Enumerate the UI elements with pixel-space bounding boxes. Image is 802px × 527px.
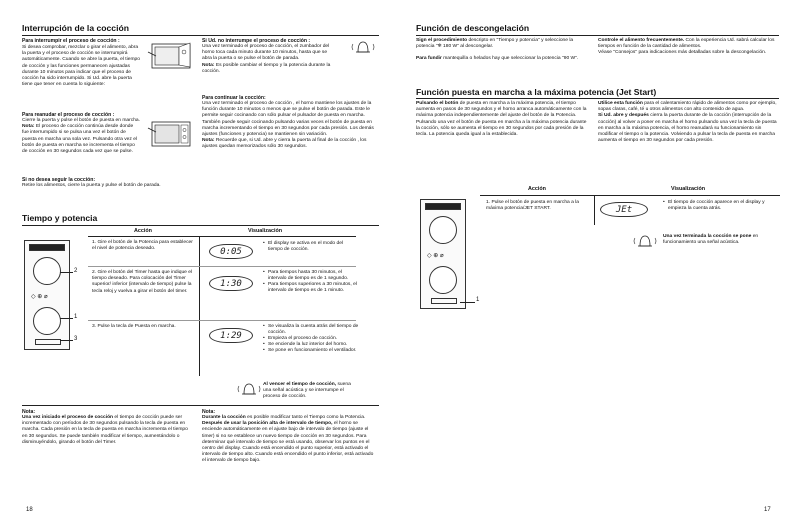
divider — [22, 35, 379, 36]
stop-block — [22, 177, 172, 189]
timer-end-text — [263, 382, 359, 401]
table-vertical-rule — [594, 195, 595, 225]
note-text: el tiempo de cocción puede ser incrementado con períodos de 30 segundos pulsando la tecla de puesta en marcha. Cada presión en la tecla de puesta en marcha incrementa el tiempo en 30 segundos. Se puede también modificar el tiempo, aumentándolo o disminuyéndolo, girando el botón del Timer. — [22, 415, 188, 445]
bell-icon — [236, 380, 262, 398]
resume-block — [22, 112, 140, 155]
jetstart-heading: Pulsando el botón — [416, 101, 459, 106]
bullet: • Se enciende la luz interior del horno. — [268, 342, 359, 348]
section-title-defrost: Función de descongelación — [416, 23, 530, 33]
continue-text: Una vez terminado el proceso de cocción , el horno mantiene los ajustes de la función durante 10 minutos o menos que se pulse el botón de parada. Este le permite seguir cocinando con sólo pulsar el pulsador de puesta en marcha. También puede seguir cocinando pulsando varias veces el botón de puesta en marcha incrementando el tiempo en 30 segundos por cada presión. Los demás ajustes (funciones y potencia) se mantienen sin variación. — [202, 101, 374, 138]
no-pause-note: Es posible cambiar el tiempo y la potencia durante la cocción. — [202, 62, 331, 74]
jetstart-end-heading: Una vez terminada la cocción se pone — [663, 234, 752, 239]
callout-1: 1 — [476, 297, 480, 303]
step-text: Gire el botón de la Potencia para establecer el nivel de potencia deseado. — [92, 240, 193, 252]
jetstart-text: cierra la puerta durante de la cocción (interrupción de la cocción) al volver a poner en marcha el horno pulsando una vez la tecla de puesta en marcha a la máxima potencia, el horno reanudará su funcionamiento sin modificar el tiempo o la potencia. Volviendo a pulsar la tecla de puesta en marcha aumenta el tiempo en 30 segundos por cada presión. — [598, 113, 777, 144]
note-label: Nota: — [202, 409, 216, 415]
no-pause-note-label: Nota: — [202, 62, 215, 68]
jetstart-step-1 — [486, 200, 592, 212]
step-3 — [92, 324, 196, 330]
page-number-right: 17 — [764, 507, 771, 513]
note-heading: Después de usar la posición alta de intervalo de tiempo, — [202, 421, 333, 427]
jetstart-bullets — [663, 200, 779, 212]
callout-2: 2 — [74, 268, 78, 274]
jetstart-heading: Utilice esta función — [598, 101, 643, 106]
jetstart-col1 — [416, 101, 588, 138]
step-1 — [92, 240, 196, 252]
stop-text: Retire los alimentos, cierre la puerta y pulse el botón de parada. — [22, 183, 161, 188]
divider — [416, 98, 779, 99]
jetstart-end-text — [663, 234, 779, 246]
lcd-display: JEt — [600, 202, 648, 217]
panel-display — [29, 244, 65, 251]
step-text: Gire el botón del Timer hasta que indique el tiempo deseado. Para colocación del Timer superior/ inferior (intervalo de tiempo) pulse la tecla reloj y vuelva a girar el botón del timer. — [92, 270, 193, 294]
lcd-display: 1:30 — [209, 276, 253, 291]
lcd-display: 1:29 — [209, 328, 253, 343]
step-2-bullets — [263, 270, 359, 294]
defrost-text: Véase "Consejos" para indicaciones más detalladas sobre la descongelación. — [598, 50, 767, 56]
divider — [416, 35, 779, 36]
bullet: • El display se activa en el modo del tiempo de cocción. — [268, 241, 359, 253]
divider — [22, 405, 379, 406]
table-rule — [88, 236, 356, 237]
callout-1: 1 — [74, 314, 78, 320]
closed-door-illustration — [146, 118, 194, 150]
start-button-illustration — [35, 339, 61, 345]
pause-heading: Para interrumpir el proceso de cocción : — [22, 38, 120, 44]
section-title-interruption: Interrupción de la cocción — [22, 23, 129, 33]
no-pause-heading: Si Ud. no interrumpe el proceso de cocción : — [202, 38, 311, 44]
note-text: es posible modificar tanto el Tiempo como la Potencia. — [247, 415, 366, 420]
continue-note: Recuerde que, si Ud. abre y cierra la puerta al final de la cocción , los ajustes quedan memorizados sólo 30 segundos. — [202, 138, 367, 150]
section-title-power: Tiempo y potencia — [22, 213, 98, 223]
note-right — [202, 409, 377, 465]
defrost-text: Con la experiencia Ud. sabrá calcular los tiempos en función de la cantidad de alimentos. — [598, 38, 775, 50]
col-header-display: Visualización — [247, 228, 283, 234]
col-header-action: Acción — [528, 186, 546, 192]
bell-icon — [350, 38, 376, 56]
settings-icons: ◇ ⊕ ⌀ — [31, 294, 48, 300]
power-knob — [33, 257, 61, 285]
step-1-bullets — [263, 241, 359, 253]
defrost-text: mantequilla o helados hay que seleccionar la potencia "90 W". — [443, 56, 579, 62]
divider — [22, 225, 379, 226]
no-pause-text: Una vez terminado el proceso de cocción, el zumbador del horno toca cada minuto durante 10 minutos, hasta que se abra la puerta o se pulse el botón de parada. — [202, 44, 330, 62]
note-left — [22, 409, 192, 446]
resume-note-label: Nota: — [22, 124, 35, 130]
jetstart-col2 — [598, 101, 780, 144]
timer-knob — [33, 307, 61, 335]
defrost-heading: Para fundir — [416, 56, 442, 62]
defrost-col1 — [416, 38, 586, 63]
note-heading: Durante la cocción — [202, 415, 246, 420]
timer-knob — [429, 266, 457, 294]
col-header-display: Visualización — [670, 186, 706, 192]
step-number: 3. — [92, 324, 97, 329]
continue-block — [202, 95, 374, 151]
defrost-heading: Sign el procedimiento — [416, 38, 468, 43]
jetstart-text: de puesta en marcha a la máxima potencia, el tiempo aumenta en pasos de 30 segundos y el horno arranca automáticamente con la máxima potencia independientemente del ajuste del botón de la Potencia. Pulsando una vez el botón de puesta en marcha a la máxima potencia durante la cocción, sólo se aumenta el tiempo en 30 segundos por cada presión de la tecla. La potencia queda igual a la establecida. — [416, 101, 587, 138]
table-rule — [88, 266, 356, 267]
bell-icon — [632, 232, 658, 250]
jetstart-heading: Si Ud. abre y después — [598, 113, 649, 119]
table-rule — [480, 195, 780, 196]
step-number: 1. — [486, 200, 491, 205]
stop-heading: Si no desea seguir la cocción: — [22, 177, 96, 183]
leader-line — [460, 302, 475, 303]
bullet: • El tiempo de cocción aparece en el display y empieza la cuenta atrás. — [668, 200, 779, 212]
pause-text: Si desea comprobar, mezclar o girar el alimento, abra la puerta y el proceso de cocción se interrumpirá automáticamente. Cuando se abre la puerta, el tiempo de cocción y las funciones permanecen ajustadas durante 10 minutos para indicar que el proceso de cocción ha sido interrumpido. Si Ud. abre la puerta tiene que tener en cuenta lo siguiente: — [22, 45, 140, 88]
bullet: • Para tiempos hasta 30 minutos, el intervalo de tiempo es de 1 segundo. — [268, 270, 359, 282]
leader-line — [60, 318, 73, 319]
step-number: 1. — [92, 240, 97, 245]
continue-note-label: Nota: — [202, 138, 215, 144]
bullet: • Se pone en funcionamiento el ventilador. — [268, 348, 359, 354]
step-number: 2. — [92, 270, 97, 275]
defrost-col2 — [598, 38, 778, 57]
callout-3: 3 — [74, 336, 78, 342]
jetstart-text: para el calentamiento rápido de alimentos como por ejemplo, sopas claras, café, té u otros alimentos con alto contenido de agua. — [598, 101, 777, 113]
open-door-illustration — [146, 40, 194, 72]
settings-icons: ◇ ⊕ ⌀ — [427, 253, 444, 259]
table-vertical-rule — [199, 236, 200, 376]
defrost-heading: Controle el alimento frecuentemente. — [598, 38, 685, 43]
step-2 — [92, 270, 196, 295]
continue-heading: Para continuar la cocción: — [202, 95, 266, 101]
step-3-bullets — [263, 324, 359, 354]
resume-note: El proceso de cocción continúa desde donde fue interrumpido si se pulsa una vez el botón de puesta en marcha una sola vez. Pulsando otra vez el botón de puesta en marcha se incrementa el tiempo de cocción en 30 segundos cada vez que se pulse. — [22, 124, 137, 155]
jetstart-end-body: en funcionamiento una señal acústica. — [663, 234, 759, 246]
bullet: • Se visualiza la cuenta atrás del tiempo de cocción. — [268, 324, 359, 336]
step-text: Pulse la tecla de Puesta en marcha. — [97, 324, 176, 329]
interruption-col1 — [22, 38, 140, 88]
timer-end-heading: Al vencer el tiempo de cocción, — [263, 382, 337, 387]
lcd-display: 0:05 — [209, 244, 253, 259]
control-panel-illustration — [24, 240, 70, 350]
interruption-col2-top — [202, 38, 334, 75]
timer-end-body: suena una señal acústica y se interrumpe el proceso de cocción. — [263, 382, 351, 400]
leader-line — [60, 340, 73, 341]
step-text: Pulse el botón de puesta en marcha a la máxima potencia/JET START. — [486, 200, 579, 212]
bullet: • Para tiempos superiores a 30 minutos, el intervalo de tiempo es de 1 minuto. — [268, 282, 359, 294]
page-number-left: 18 — [26, 507, 33, 513]
note-text: el horno se enciende automáticamente en el ajuste bajo de intervalo de tiempo (ajuste el timer) si no se establece un nuevo tiempo de cocción en 30 segundos. Para determinar qué intervalo de tiempo se está usando, observar los puntos en el centro del display. Cuando está encendido el punto superior, está activado el intervalo de tiempo alto. Cuando está encendido el punto inferior, está activado el intervalo de tiempo bajo. — [202, 421, 374, 464]
col-header-action: Acción — [134, 228, 152, 234]
note-label: Nota: — [22, 409, 36, 415]
resume-text: Cierre la puerta y pulse el botón de puesta en marcha. — [22, 118, 140, 123]
section-title-jetstart: Función puesta en marcha a la máxima potencia (Jet Start) — [416, 87, 657, 97]
defrost-text: descripto en "Tiempo y potencia" y seleccione la potencia "❄ 180 W" al descongelar. — [416, 38, 574, 50]
note-heading: Una vez iniciado el proceso de cocción — [22, 415, 114, 420]
start-button-illustration — [431, 298, 457, 304]
power-knob — [429, 216, 457, 244]
control-panel-illustration — [420, 199, 466, 309]
table-rule — [88, 320, 356, 321]
panel-display — [425, 203, 461, 210]
bullet: • Empieza el proceso de cocción. — [268, 336, 359, 342]
resume-heading: Para reanudar el proceso de cocción : — [22, 112, 115, 118]
leader-line — [60, 272, 73, 273]
